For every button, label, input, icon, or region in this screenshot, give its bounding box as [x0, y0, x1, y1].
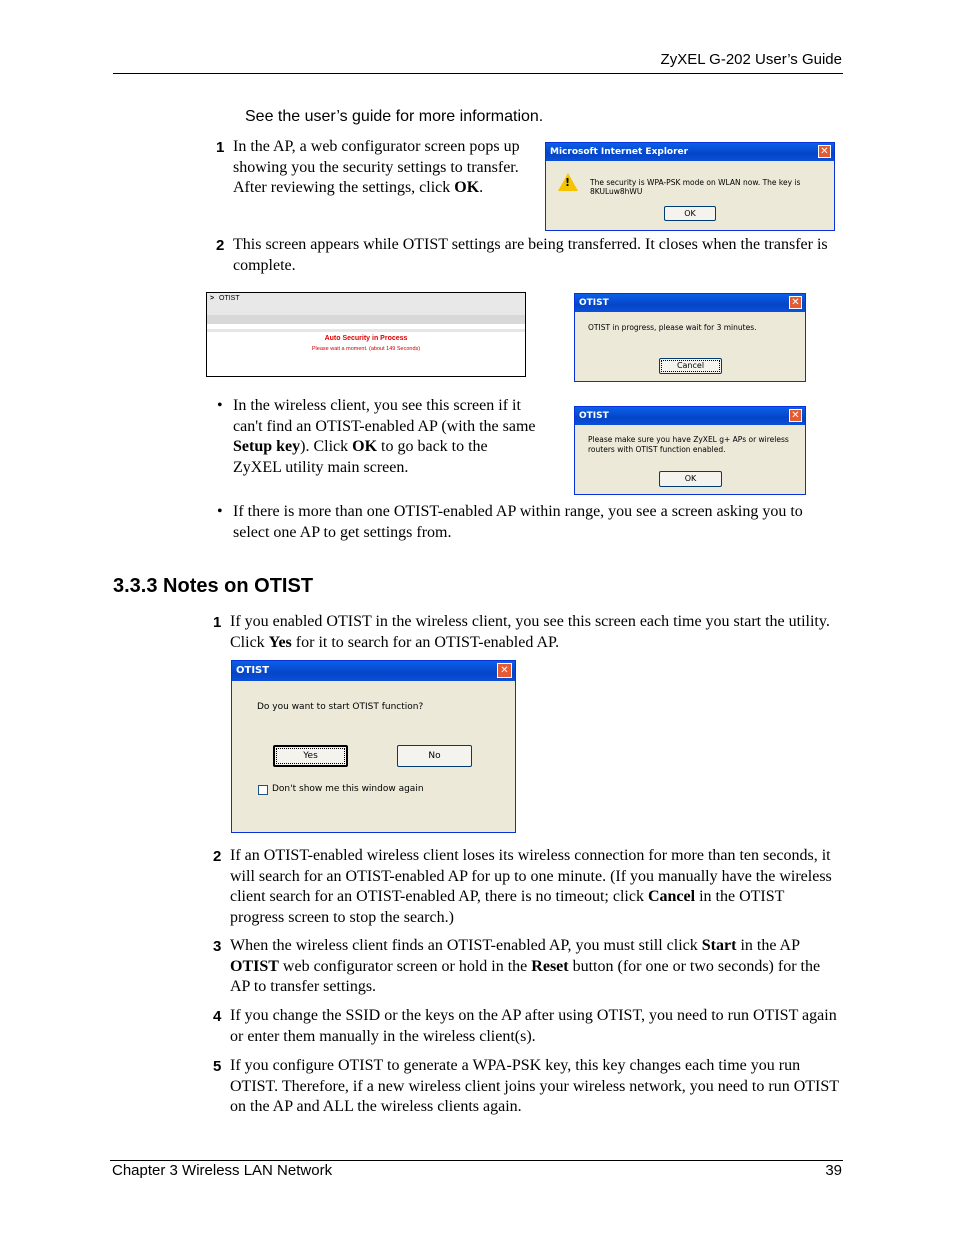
close-icon[interactable]: ✕ [789, 409, 802, 422]
step-number: 5 [213, 1058, 222, 1075]
dialog-title: OTIST [236, 665, 270, 676]
web-divider [207, 329, 525, 332]
bullet-icon: • [217, 397, 223, 414]
progress-message: OTIST in progress, please wait for 3 minutes. [588, 323, 757, 332]
dont-show-checkbox[interactable] [258, 785, 268, 795]
web-screen-title: OTIST [219, 295, 240, 302]
bullet-2-text: If there is more than one OTIST-enabled AP within range, you see a screen asking you to select one AP to get settings from. [233, 503, 803, 541]
not-found-message-line2: routers with OTIST function enabled. [588, 445, 726, 454]
footer-chapter: Chapter 3 Wireless LAN Network [112, 1162, 333, 1179]
note-1-text: If you enabled OTIST in the wireless client, you see this screen each time you start the utility. Click Yes for it to search for an OTIST-enabled AP. [230, 613, 830, 651]
page-number: 39 [825, 1162, 842, 1179]
checkbox-label: Don't show me this window again [272, 784, 424, 794]
note-4-text: If you change the SSID or the keys on the AP after using OTIST, you need to run OTIST again or enter them manually in the wireless client(s). [230, 1007, 837, 1045]
chevron-right-icon: > [210, 295, 215, 302]
dialog-title: OTIST [579, 411, 609, 421]
dialog-title: OTIST [579, 298, 609, 308]
web-titlebar [207, 293, 525, 315]
web-toolbar-bar [207, 315, 525, 324]
note-5-text: If you configure OTIST to generate a WPA-PSK key, this key changes each time you run OTIST. Therefore, if a new wireless client joins your wireless network, you need to run OTIST on the AP and ALL the wireless clients again. [230, 1057, 839, 1115]
close-icon[interactable]: ✕ [497, 663, 512, 678]
step-2-text: This screen appears while OTIST settings are being transferred. It closes when the transfer is complete. [233, 236, 828, 274]
header-divider [113, 73, 843, 74]
not-found-message-line1: Please make sure you have ZyXEL g+ APs or wireless [588, 435, 789, 444]
no-button[interactable]: No [397, 745, 472, 767]
step-number: 4 [213, 1008, 222, 1025]
footer-divider [110, 1160, 843, 1161]
dialog-titlebar [232, 661, 515, 681]
ok-button[interactable]: OK [664, 206, 716, 221]
guide-title: ZyXEL G-202 User’s Guide [660, 51, 842, 68]
start-question: Do you want to start OTIST function? [257, 702, 424, 712]
step-1-text: In the AP, a web configurator screen pops up showing you the security settings to transfer. After reviewing the settings, click OK. [233, 138, 520, 196]
page-header [0, 0, 954, 80]
intro-text: See the user’s guide for more information. [245, 108, 544, 125]
dialog-title: Microsoft Internet Explorer [550, 147, 689, 157]
wait-message: Please wait a moment. (about 149 Seconds) [311, 346, 421, 352]
bullet-icon: • [217, 503, 223, 520]
bullet-1-text: In the wireless client, you see this screen if it can't find an OTIST-enabled AP (with the same Setup key). Click OK to go back to the ZyXEL utility main screen. [233, 397, 536, 476]
auto-security-web-screen [206, 292, 526, 377]
process-status: Auto Security in Process [324, 335, 408, 342]
note-3-text: When the wireless client finds an OTIST-enabled AP, you must still click Start in the AP OTIST web configurator screen or hold in the Reset button (for one or two seconds) for the AP to transfer settings. [230, 937, 821, 995]
warning-icon: ! [558, 173, 578, 191]
close-icon[interactable]: ✕ [789, 296, 802, 309]
step-number: 1 [213, 614, 222, 631]
dialog-message: The security is WPA-PSK mode on WLAN now. The key is 8KULuw8hWU [590, 178, 801, 196]
note-2-text: If an OTIST-enabled wireless client loses its wireless connection for more than ten seconds, it will search for an OTIST-enabled AP for up to one minute. (If you manually have the wireless client search for an OTIST-enabled AP, there is no timeout; click Cancel in the OTIST progress screen to stop the search.) [230, 847, 832, 926]
step-number: 2 [213, 848, 222, 865]
step-number: 1 [216, 139, 225, 156]
ok-button[interactable]: OK [659, 471, 722, 487]
otist-not-found-dialog [574, 406, 806, 495]
step-number: 3 [213, 938, 222, 955]
close-icon[interactable]: ✕ [818, 145, 831, 158]
yes-button[interactable]: Yes [273, 745, 348, 767]
dialog-titlebar [546, 143, 834, 161]
ie-security-dialog [545, 142, 835, 231]
otist-start-dialog [231, 660, 516, 833]
step-number: 2 [216, 237, 225, 254]
dialog-titlebar [575, 407, 805, 425]
otist-progress-dialog [574, 293, 806, 382]
dialog-titlebar [575, 294, 805, 312]
cancel-button[interactable]: Cancel [659, 358, 722, 374]
section-heading: 3.3.3 Notes on OTIST [113, 575, 314, 597]
